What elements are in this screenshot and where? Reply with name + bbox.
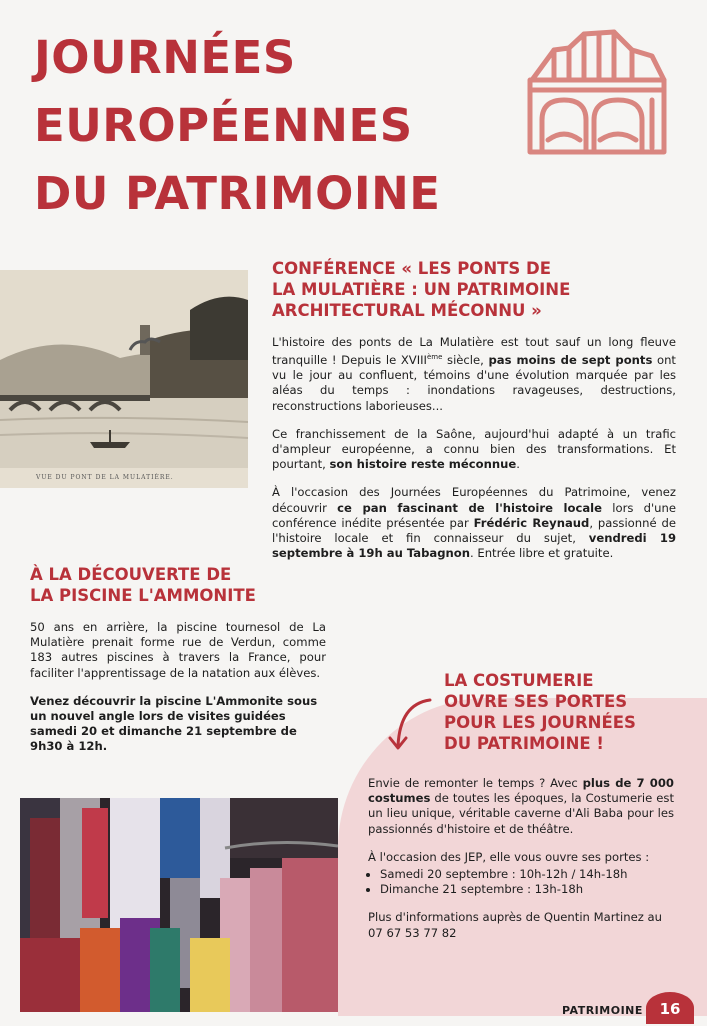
conference-p2-text-b: . [516, 457, 520, 472]
conference-p3-bold-1: ce pan fascinant de l'histoire locale [337, 500, 603, 515]
costumes-photo [20, 798, 338, 1012]
page-number: 16 [646, 992, 694, 1024]
curved-arrow-icon [386, 694, 436, 756]
conference-heading [272, 258, 676, 321]
title-line-3: DU PATRIMOINE [34, 167, 441, 220]
conference-paragraph-3 [272, 485, 676, 561]
conference-heading-line-1: CONFÉRENCE « LES PONTS DE [272, 259, 551, 278]
conference-p3-text-d: . Entrée libre et gratuite. [470, 546, 614, 561]
costumerie-heading-line-3: POUR LES JOURNÉES [444, 713, 636, 732]
conference-p1-text-c: ont vu le jour au confluent, témoins d'une évolution marquée par les aléas du temps : inondations ravageuses, destructions, reconstructions laborieuses... [272, 353, 676, 413]
engraving-caption: VUE DU PONT DE LA MULATIÈRE. [36, 474, 174, 481]
bridge-engraving-image [0, 270, 248, 488]
costumerie-hours-list [368, 867, 674, 897]
conference-p3-text-c: , passionné de l'histoire locale et fin connaisseur du sujet, [272, 515, 676, 546]
costumerie-body [368, 776, 674, 954]
conference-p3-text-a: À l'occasion des Journées Européennes du Patrimoine, venez découvrir [272, 485, 676, 515]
title-line-1: JOURNÉES [34, 31, 296, 84]
costumerie-heading-line-4: DU PATRIMOINE ! [444, 734, 604, 753]
piscine-heading [30, 564, 326, 606]
conference-p3-bold-3: vendredi 19 septembre à 19h au Tabagnon [272, 531, 677, 561]
piscine-paragraph-2: Venez découvrir la piscine L'Ammonite sous un nouvel angle lors de visites guidées samedi 20 et dimanche 21 septembre de 9h30 à 12h. [30, 693, 318, 754]
conference-p1-bold: pas moins de sept ponts [488, 353, 653, 368]
conference-paragraph-1 [272, 335, 676, 414]
costumerie-heading-text [444, 670, 694, 754]
costumerie-heading [444, 670, 694, 754]
costumerie-paragraph-1 [368, 776, 674, 837]
list-item: • Dimanche 21 septembre : 13h-18h [380, 882, 674, 897]
piscine-heading-line-1: À LA DÉCOUVERTE DE [30, 565, 232, 584]
footer-section-label: PATRIMOINE [562, 1004, 643, 1017]
conference-section [272, 258, 676, 575]
costumerie-p1-text-b: de toutes les époques, la Costumerie est un lieu unique, véritable caverne d'Ali Baba pour les passionnés d'histoire et de théâtre. [368, 791, 674, 836]
piscine-section [30, 564, 326, 768]
costumerie-heading-line-1: LA COSTUMERIE [444, 671, 594, 690]
costumerie-heading-line-2: OUVRE SES PORTES [444, 692, 628, 711]
conference-p3-text-b: lors d'une conférence inédite présentée par [272, 500, 676, 530]
costumerie-paragraph-3: Plus d'informations auprès de Quentin Martinez au 07 67 53 77 82 [368, 910, 662, 940]
conference-p1-text-b: siècle, [442, 353, 489, 368]
conference-paragraph-2 [272, 427, 676, 473]
conference-p2-text-a: Ce franchissement de la Saône, aujourd'hui adapté à un trafic d'ampleur européenne, a connu bien des transformations. Et pourtant, [272, 426, 676, 472]
conference-p1-sup: ème [426, 353, 443, 362]
costumerie-p1-bold: plus de 7 000 costumes [368, 776, 674, 806]
costumerie-p1-text-a: Envie de remonter le temps ? Avec [368, 776, 583, 790]
costumerie-paragraph-2: À l'occasion des JEP, elle vous ouvre ses portes : [368, 849, 650, 864]
conference-p2-bold: son histoire reste méconnue [329, 457, 517, 472]
conference-p1-text-a: L'histoire des ponts de La Mulatière est tout sauf un long fleuve tranquille ! Depuis le XVIII [272, 335, 676, 368]
building-facade-icon [524, 28, 670, 158]
page-title [34, 24, 554, 228]
conference-heading-line-3: ARCHITECTURAL MÉCONNU » [272, 301, 542, 320]
conference-p3-bold-2: Frédéric Reynaud [473, 515, 590, 530]
piscine-paragraph-1: 50 ans en arrière, la piscine tournesol de La Mulatière prenait forme rue de Verdun, comme 183 autres piscines à travers la France, pour faciliter l'apprentissage de la natation aux élèves. [30, 620, 326, 680]
piscine-heading-line-2: LA PISCINE L'AMMONITE [30, 586, 256, 605]
conference-heading-line-2: LA MULATIÈRE : UN PATRIMOINE [272, 280, 571, 299]
list-item: • Samedi 20 septembre : 10h-12h / 14h-18h [380, 867, 674, 882]
title-line-2: EUROPÉENNES [34, 99, 413, 152]
